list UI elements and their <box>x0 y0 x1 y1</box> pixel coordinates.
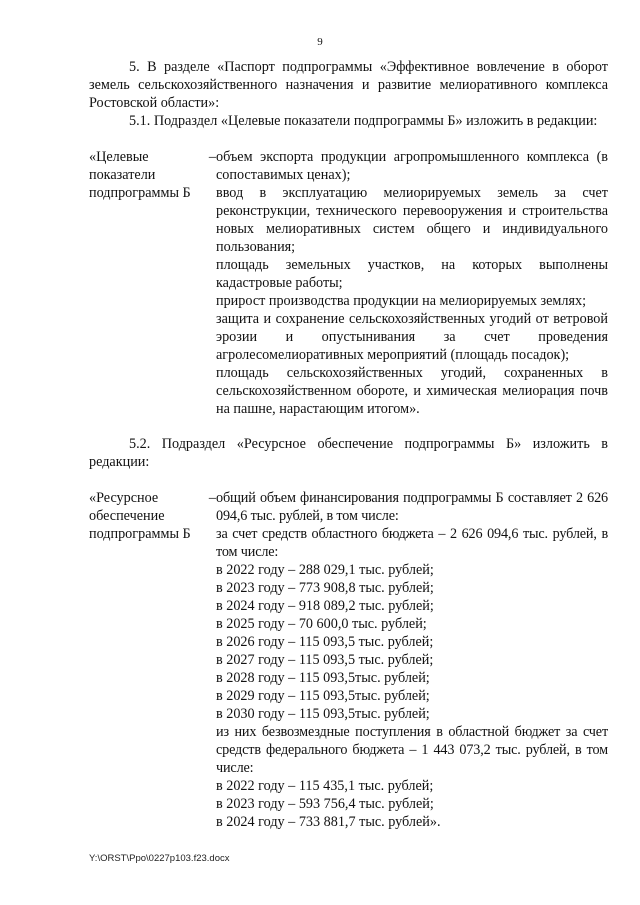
page-number: 9 <box>317 36 323 48</box>
resources-item: общий объем финансирования подпрограммы Б составляет 2 626 094,6 тыс. рублей, в том числе: <box>216 490 608 524</box>
resources-dash: – <box>208 490 216 506</box>
resources-item: в 2026 году – 115 093,5 тыс. рублей; <box>216 634 434 650</box>
targets-item: площадь земельных участков, на которых выполнены кадастровые работы; <box>216 257 608 291</box>
resources-item: в 2024 году – 733 881,7 тыс. рублей». <box>216 814 441 830</box>
resources-item: в 2028 году – 115 093,5тыс. рублей; <box>216 670 430 686</box>
resources-item: из них безвозмездные поступления в областной бюджет за счет средств федерального бюджета – 1 443 073,2 тыс. рублей, в том числе: <box>216 724 608 776</box>
targets-term-line: «Целевые <box>89 149 149 165</box>
targets-list <box>216 148 608 418</box>
resources-term <box>89 489 216 831</box>
targets-item: защита и сохранение сельскохозяйственных угодий от ветровой эрозии и опустынивания за счет проведения агролесомелиоративных мероприятий (площадь посадок); <box>216 311 608 363</box>
paragraph-5: 5. В разделе «Паспорт подпрограммы «Эффективное вовлечение в оборот земель сельскохозяйственного назначения и развитие мелиоративного комплекса Ростовской области»: <box>89 59 608 111</box>
resources-term-line: обеспечение <box>89 508 165 524</box>
resources-item: в 2024 году – 918 089,2 тыс. рублей; <box>216 598 434 614</box>
file-path-footer: Y:\ORST\Ppo\0227p103.f23.docx <box>89 853 230 864</box>
paragraph-5-1: 5.1. Подраздел «Целевые показатели подпрограммы Б» изложить в редакции: <box>129 113 598 129</box>
resources-item: в 2025 году – 70 600,0 тыс. рублей; <box>216 616 427 632</box>
targets-item: ввод в эксплуатацию мелиорируемых земель за счет реконструкции, технического перевооружения и строительства новых мелиоративных систем общего и индивидуального пользования; <box>216 185 608 255</box>
targets-dash: – <box>208 149 216 165</box>
resources-item: в 2023 году – 773 908,8 тыс. рублей; <box>216 580 434 596</box>
targets-item: объем экспорта продукции агропромышленного комплекса (в сопоставимых ценах); <box>216 149 608 183</box>
resources-definition <box>89 489 608 831</box>
resources-item: в 2023 году – 593 756,4 тыс. рублей; <box>216 796 434 812</box>
resources-list <box>216 489 608 831</box>
resources-term-line: подпрограммы Б <box>89 526 191 542</box>
resources-item: в 2027 году – 115 093,5 тыс. рублей; <box>216 652 434 668</box>
targets-item: площадь сельскохозяйственных угодий, сохраненных в сельскохозяйственном обороте, и химическая мелиорация почв на пашне, нарастающим итогом». <box>216 365 608 417</box>
resources-item: в 2029 году – 115 093,5тыс. рублей; <box>216 688 430 704</box>
targets-term-line: показатели <box>89 167 156 183</box>
resources-item: за счет средств областного бюджета – 2 626 094,6 тыс. рублей, в том числе: <box>216 526 608 560</box>
targets-term-line: подпрограммы Б <box>89 185 191 201</box>
resources-item: в 2022 году – 288 029,1 тыс. рублей; <box>216 562 434 578</box>
targets-item: прирост производства продукции на мелиорируемых землях; <box>216 293 587 309</box>
targets-definition <box>89 148 608 418</box>
paragraph-5-2: 5.2. Подраздел «Ресурсное обеспечение подпрограммы Б» изложить в редакции: <box>89 436 608 470</box>
targets-term <box>89 148 216 418</box>
resources-item: в 2030 году – 115 093,5тыс. рублей; <box>216 706 430 722</box>
resources-item: в 2022 году – 115 435,1 тыс. рублей; <box>216 778 434 794</box>
document-body <box>89 58 608 831</box>
resources-term-line: «Ресурсное <box>89 490 159 506</box>
